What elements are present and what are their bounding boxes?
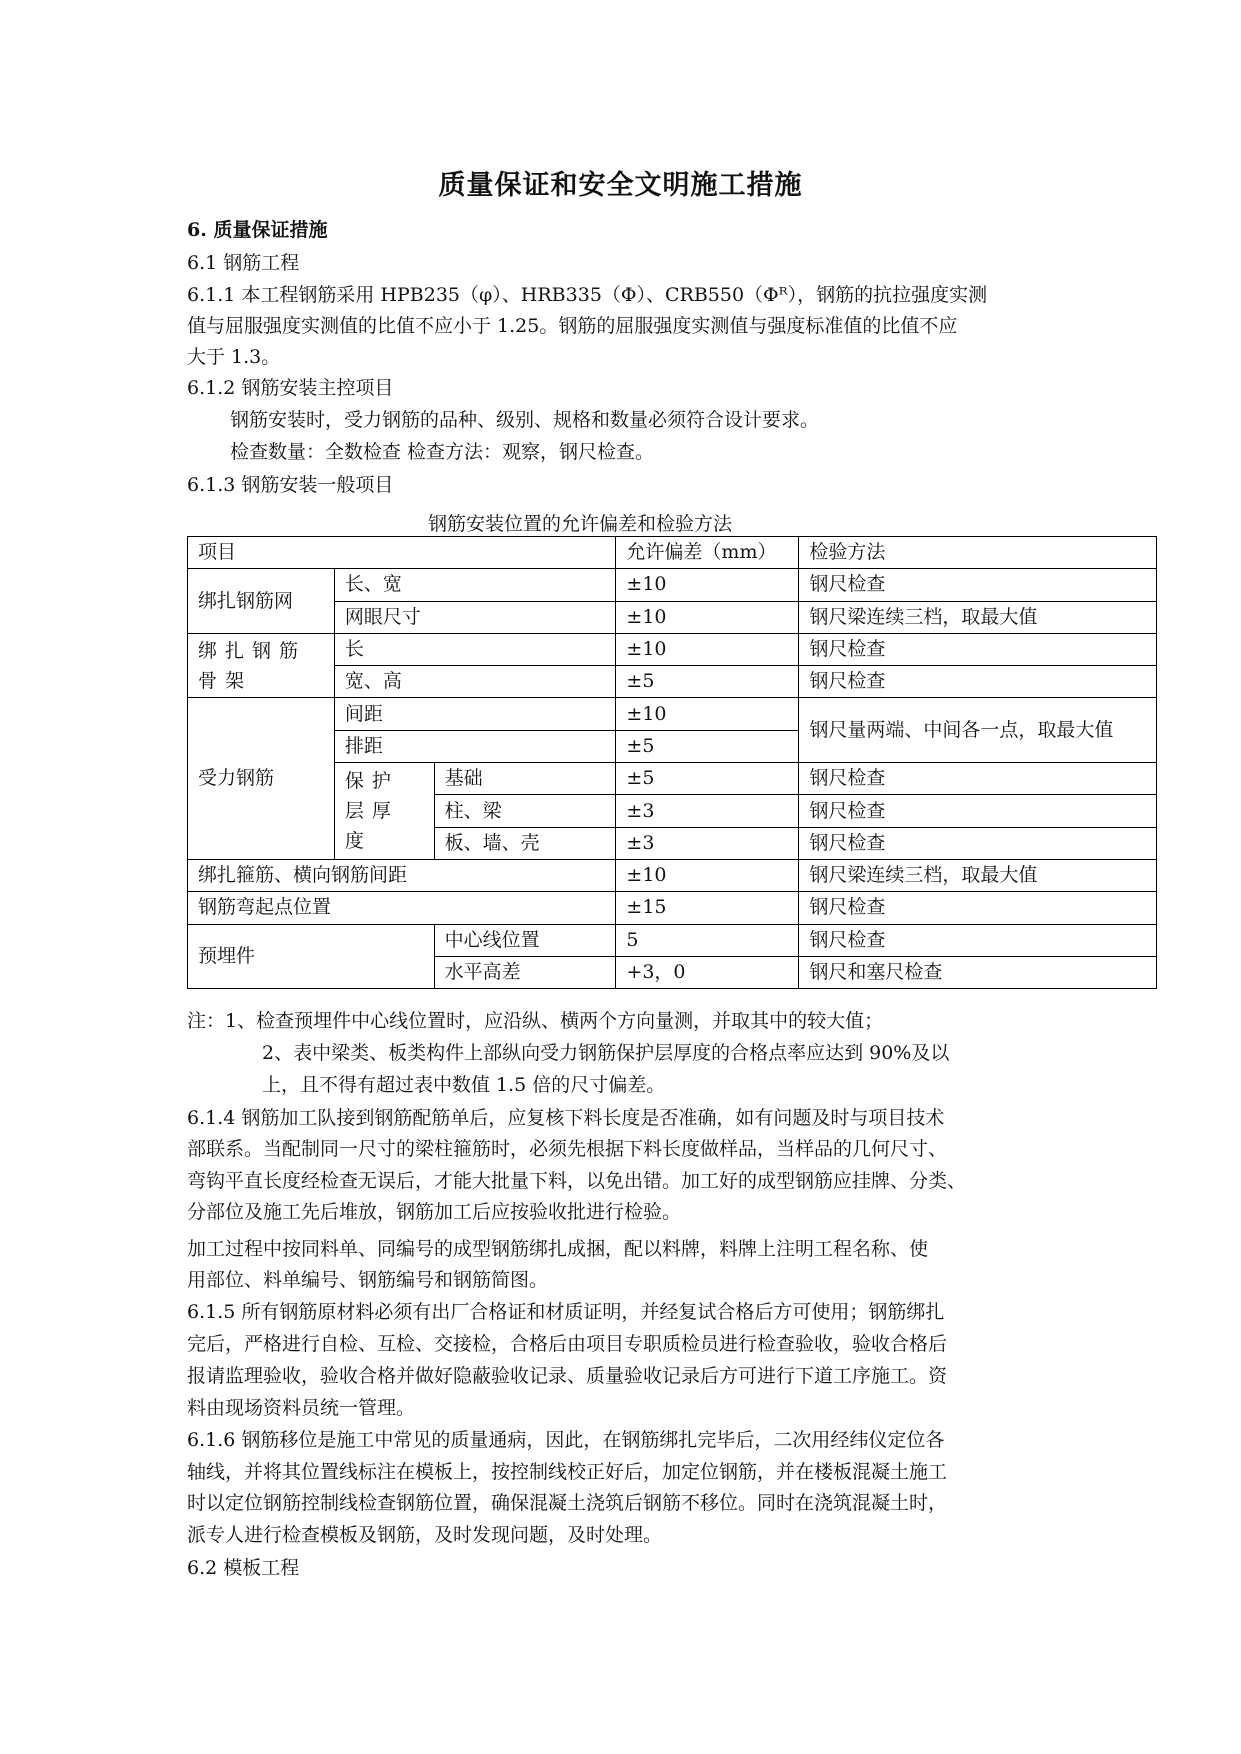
tolerance-cell: ±10	[616, 698, 799, 730]
table-row	[188, 892, 1157, 924]
tolerance-cell: ±10	[616, 633, 799, 665]
paragraph-line: 6.1.2 钢筋安装主控项目	[187, 377, 394, 399]
tolerance-cell: ±10	[616, 859, 799, 891]
tolerance-cell: ±10	[616, 601, 799, 633]
paragraph-line: 报请监理验收，验收合格并做好隐蔽验收记录、质量验收记录后方可进行下道工序施工。资	[187, 1365, 948, 1387]
tolerance-cell: ±5	[616, 730, 799, 762]
paragraph-line: 加工过程中按同料单、同编号的成型钢筋绑扎成捆，配以料牌，料牌上注明工程名称、使	[187, 1238, 929, 1260]
tolerance-cell: ±3	[616, 795, 799, 827]
paragraph-line: 钢筋安装时，受力钢筋的品种、级别、规格和数量必须符合设计要求。	[230, 409, 820, 431]
method-cell: 钢尺检查	[799, 924, 1157, 956]
group-label: 绑扎箍筋、横向钢筋间距	[188, 859, 616, 891]
note-line: 上，且不得有超过表中数值 1.5 倍的尺寸偏差。	[262, 1074, 666, 1096]
method-cell: 钢尺检查	[799, 666, 1157, 698]
paragraph-line: 大于 1.3。	[187, 346, 281, 368]
table-caption: 钢筋安装位置的允许偏差和检验方法	[428, 513, 733, 535]
table-header: 检验方法	[799, 537, 1157, 569]
item-cell: 排距	[334, 730, 616, 762]
table-row	[188, 859, 1157, 891]
item-cell: 水平高差	[434, 956, 616, 988]
note-line: 2、表中梁类、板类构件上部纵向受力钢筋保护层厚度的合格点率应达到 90%及以	[262, 1042, 950, 1064]
paragraph-line: 料由现场资料员统一管理。	[187, 1397, 416, 1419]
table-header-row	[188, 537, 1157, 569]
method-cell: 钢尺检查	[799, 763, 1157, 795]
paragraph-line: 6.1.1 本工程钢筋采用 HPB235（φ）、HRB335（Φ）、CRB550（Φᴿ），钢筋的抗拉强度实测	[187, 284, 988, 306]
table-row	[188, 698, 1157, 730]
paragraph-line: 6.1.6 钢筋移位是施工中常见的质量通病，因此，在钢筋绑扎完毕后，二次用经纬仪定位各	[187, 1429, 945, 1451]
method-cell: 钢尺检查	[799, 892, 1157, 924]
tolerance-cell: ±10	[616, 569, 799, 601]
paragraph-line: 6.1 钢筋工程	[187, 252, 300, 274]
paragraph-line: 弯钩平直长度经检查无误后，才能大批量下料，以免出错。加工好的成型钢筋应挂牌、分类、	[187, 1170, 967, 1192]
group-label: 绑扎钢筋网	[188, 569, 335, 634]
method-cell: 钢尺检查	[799, 827, 1157, 859]
table-header: 允许偏差（mm）	[616, 537, 799, 569]
method-cell: 钢尺和塞尺检查	[799, 956, 1157, 988]
method-cell: 钢尺检查	[799, 633, 1157, 665]
paragraph-line: 部联系。当配制同一尺寸的梁柱箍筋时，必须先根据下料长度做样品，当样品的几何尺寸、	[187, 1138, 948, 1160]
paragraph-line: 6.1.4 钢筋加工队接到钢筋配筋单后，应复核下料长度是否准确，如有问题及时与项目技术	[187, 1107, 945, 1129]
group-label: 钢筋弯起点位置	[188, 892, 616, 924]
paragraph-line: 轴线，并将其位置线标注在模板上，按控制线校正好后，加定位钢筋，并在楼板混凝土施工	[187, 1461, 948, 1483]
tolerance-cell: ±5	[616, 666, 799, 698]
tolerance-table	[187, 536, 1157, 989]
method-cell: 钢尺梁连续三档，取最大值	[799, 601, 1157, 633]
method-cell: 钢尺检查	[799, 795, 1157, 827]
method-cell: 钢尺量两端、中间各一点，取最大值	[799, 698, 1157, 763]
paragraph-line: 6.2 模板工程	[187, 1557, 300, 1579]
tolerance-cell: ±5	[616, 763, 799, 795]
tolerance-cell: 5	[616, 924, 799, 956]
method-cell: 钢尺梁连续三档，取最大值	[799, 859, 1157, 891]
paragraph-line: 派专人进行检查模板及钢筋，及时发现问题，及时处理。	[187, 1524, 663, 1546]
item-cell: 宽、高	[334, 666, 616, 698]
paragraph-line: 时以定位钢筋控制线检查钢筋位置，确保混凝土浇筑后钢筋不移位。同时在浇筑混凝土时，	[187, 1492, 948, 1514]
item-cell: 网眼尺寸	[334, 601, 616, 633]
group-label: 绑扎钢筋骨架	[188, 633, 335, 698]
tolerance-cell: ±15	[616, 892, 799, 924]
table-row	[188, 924, 1157, 956]
tolerance-cell: +3，0	[616, 956, 799, 988]
item-cell: 间距	[334, 698, 616, 730]
tolerance-cell: ±3	[616, 827, 799, 859]
paragraph-line: 6.1.3 钢筋安装一般项目	[187, 474, 394, 496]
section-heading: 6. 质量保证措施	[187, 219, 328, 241]
paragraph-line: 完后，严格进行自检、互检、交接检，合格后由项目专职质检员进行检查验收，验收合格后	[187, 1333, 948, 1355]
paragraph-line: 6.1.5 所有钢筋原材料必须有出厂合格证和材质证明，并经复试合格后方可使用；钢筋绑扎	[187, 1301, 945, 1323]
paragraph-line: 值与屈服强度实测值的比值不应小于 1.25。钢筋的屈服强度实测值与强度标准值的比值不应	[187, 315, 958, 337]
item-cell: 长、宽	[334, 569, 616, 601]
paragraph-line: 用部位、料单编号、钢筋编号和钢筋简图。	[187, 1269, 549, 1291]
group-label: 受力钢筋	[188, 698, 335, 859]
table-header: 项目	[188, 537, 616, 569]
paragraph-line: 检查数量：全数检查 检查方法：观察，钢尺检查。	[230, 441, 655, 463]
page-title: 质量保证和安全文明施工措施	[438, 170, 803, 201]
item-cell: 柱、梁	[434, 795, 616, 827]
item-cell: 基础	[434, 763, 616, 795]
item-cell: 板、墙、壳	[434, 827, 616, 859]
paragraph-line: 分部位及施工先后堆放，钢筋加工后应按验收批进行检验。	[187, 1201, 682, 1223]
subgroup-label: 保护层厚度	[334, 763, 434, 860]
table-row	[188, 569, 1157, 601]
method-cell: 钢尺检查	[799, 569, 1157, 601]
group-label: 预埋件	[188, 924, 435, 989]
item-cell: 长	[334, 633, 616, 665]
item-cell: 中心线位置	[434, 924, 616, 956]
table-row	[188, 633, 1157, 665]
note-line: 注：1、检查预埋件中心线位置时，应沿纵、横两个方向量测，并取其中的较大值；	[187, 1010, 884, 1032]
